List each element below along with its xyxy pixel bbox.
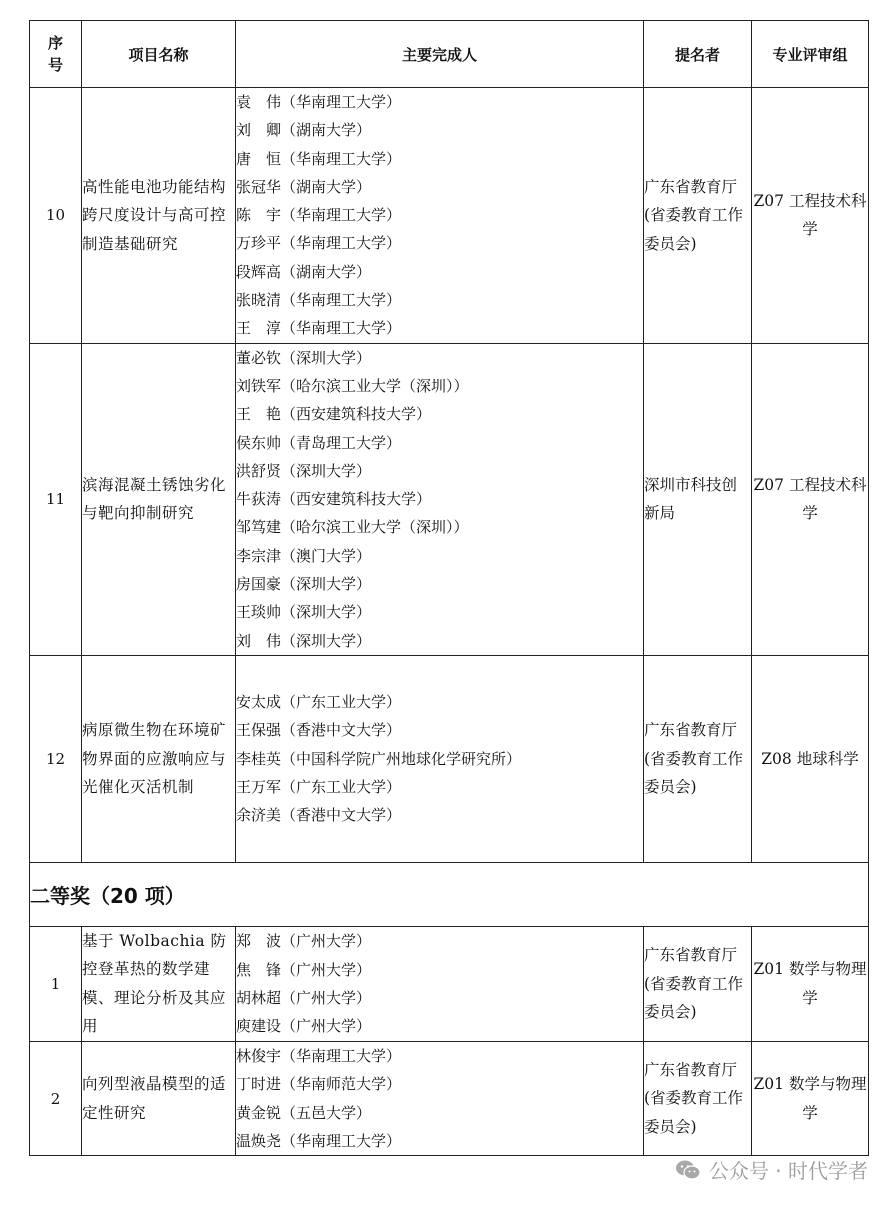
person: 焦 锋（广州大学） bbox=[236, 960, 372, 979]
table-row bbox=[30, 926, 869, 1041]
header-name: 项目名称 bbox=[82, 21, 236, 88]
wechat-icon bbox=[675, 1159, 701, 1181]
nominator: 深圳市科技创新局 bbox=[644, 343, 752, 655]
person: 林俊宇（华南理工大学） bbox=[236, 1046, 402, 1065]
person: 李宗津（澳门大学） bbox=[236, 546, 372, 565]
row-seq: 1 bbox=[30, 926, 82, 1041]
person: 唐 恒（华南理工大学） bbox=[236, 149, 402, 168]
review-group: Z01 数学与物理学 bbox=[752, 1041, 869, 1155]
header-row bbox=[30, 21, 869, 88]
person: 房国豪（深圳大学） bbox=[236, 575, 372, 594]
person: 郑 波（广州大学） bbox=[236, 932, 372, 951]
watermark-text: 公众号 · 时代学者 bbox=[708, 1159, 868, 1183]
review-group: Z01 数学与物理学 bbox=[752, 926, 869, 1041]
review-group: Z08 地球科学 bbox=[752, 655, 869, 862]
people-list bbox=[236, 1041, 644, 1155]
row-seq: 11 bbox=[30, 343, 82, 655]
review-group: Z07 工程技术科学 bbox=[752, 88, 869, 344]
person: 庾建设（广州大学） bbox=[236, 1017, 372, 1036]
person: 刘铁军（哈尔滨工业大学（深圳）） bbox=[236, 376, 469, 395]
nominator: 广东省教育厅(省委教育工作委员会) bbox=[644, 926, 752, 1041]
person: 邹笃建（哈尔滨工业大学（深圳）） bbox=[236, 518, 469, 537]
person: 王 淳（华南理工大学） bbox=[236, 319, 402, 338]
person: 安太成（广东工业大学） bbox=[236, 693, 402, 712]
person: 陈 宇（华南理工大学） bbox=[236, 206, 402, 225]
person: 胡林超（广州大学） bbox=[236, 988, 372, 1007]
row-seq: 12 bbox=[30, 655, 82, 862]
row-seq: 2 bbox=[30, 1041, 82, 1155]
person: 温焕尧（华南理工大学） bbox=[236, 1131, 402, 1150]
person: 董必钦（深圳大学） bbox=[236, 348, 372, 367]
person: 王保强（香港中文大学） bbox=[236, 721, 402, 740]
table-row bbox=[30, 1041, 869, 1155]
person: 李桂英（中国科学院广州地球化学研究所） bbox=[236, 749, 522, 768]
nominator: 广东省教育厅(省委教育工作委员会) bbox=[644, 1041, 752, 1155]
project-name: 病原微生物在环境矿物界面的应激响应与光催化灭活机制 bbox=[82, 655, 236, 862]
review-group: Z07 工程技术科学 bbox=[752, 343, 869, 655]
person: 万珍平（华南理工大学） bbox=[236, 234, 402, 253]
person: 王琰帅（深圳大学） bbox=[236, 603, 372, 622]
person: 王万军（广东工业大学） bbox=[236, 778, 402, 797]
person: 刘 伟（深圳大学） bbox=[236, 631, 372, 650]
person: 张冠华（湖南大学） bbox=[236, 177, 372, 196]
people-list bbox=[236, 343, 644, 655]
people-list bbox=[236, 926, 644, 1041]
section-row bbox=[30, 862, 869, 926]
project-name: 滨海混凝土锈蚀劣化与靶向抑制研究 bbox=[82, 343, 236, 655]
people-list bbox=[236, 88, 644, 344]
header-seq: 序号 bbox=[30, 21, 82, 88]
person: 张晓清（华南理工大学） bbox=[236, 291, 402, 310]
person: 黄金锐（五邑大学） bbox=[236, 1103, 372, 1122]
header-people: 主要完成人 bbox=[236, 21, 644, 88]
header-group: 专业评审组 bbox=[752, 21, 869, 88]
nominator: 广东省教育厅(省委教育工作委员会) bbox=[644, 655, 752, 862]
people-list bbox=[236, 655, 644, 862]
person: 余济美（香港中文大学） bbox=[236, 806, 402, 825]
project-name: 高性能电池功能结构跨尺度设计与高可控制造基础研究 bbox=[82, 88, 236, 344]
person: 段辉高（湖南大学） bbox=[236, 262, 372, 281]
row-seq: 10 bbox=[30, 88, 82, 344]
header-nominator: 提名者 bbox=[644, 21, 752, 88]
project-name: 向列型液晶模型的适定性研究 bbox=[82, 1041, 236, 1155]
person: 刘 卿（湖南大学） bbox=[236, 121, 372, 140]
section-title: 二等奖（20 项） bbox=[30, 862, 869, 926]
person: 王 艳（西安建筑科技大学） bbox=[236, 405, 432, 424]
person: 洪舒贤（深圳大学） bbox=[236, 461, 372, 480]
table-row bbox=[30, 655, 869, 862]
person: 丁时进（华南师范大学） bbox=[236, 1075, 402, 1094]
table-row bbox=[30, 88, 869, 344]
person: 袁 伟（华南理工大学） bbox=[236, 93, 402, 111]
person: 侯东帅（青岛理工大学） bbox=[236, 433, 402, 452]
project-name: 基于 Wolbachia 防控登革热的数学建模、理论分析及其应用 bbox=[82, 926, 236, 1041]
watermark bbox=[675, 1155, 868, 1184]
awards-table bbox=[29, 20, 869, 1156]
table-row bbox=[30, 343, 869, 655]
nominator: 广东省教育厅(省委教育工作委员会) bbox=[644, 88, 752, 344]
person: 牛荻涛（西安建筑科技大学） bbox=[236, 490, 432, 509]
